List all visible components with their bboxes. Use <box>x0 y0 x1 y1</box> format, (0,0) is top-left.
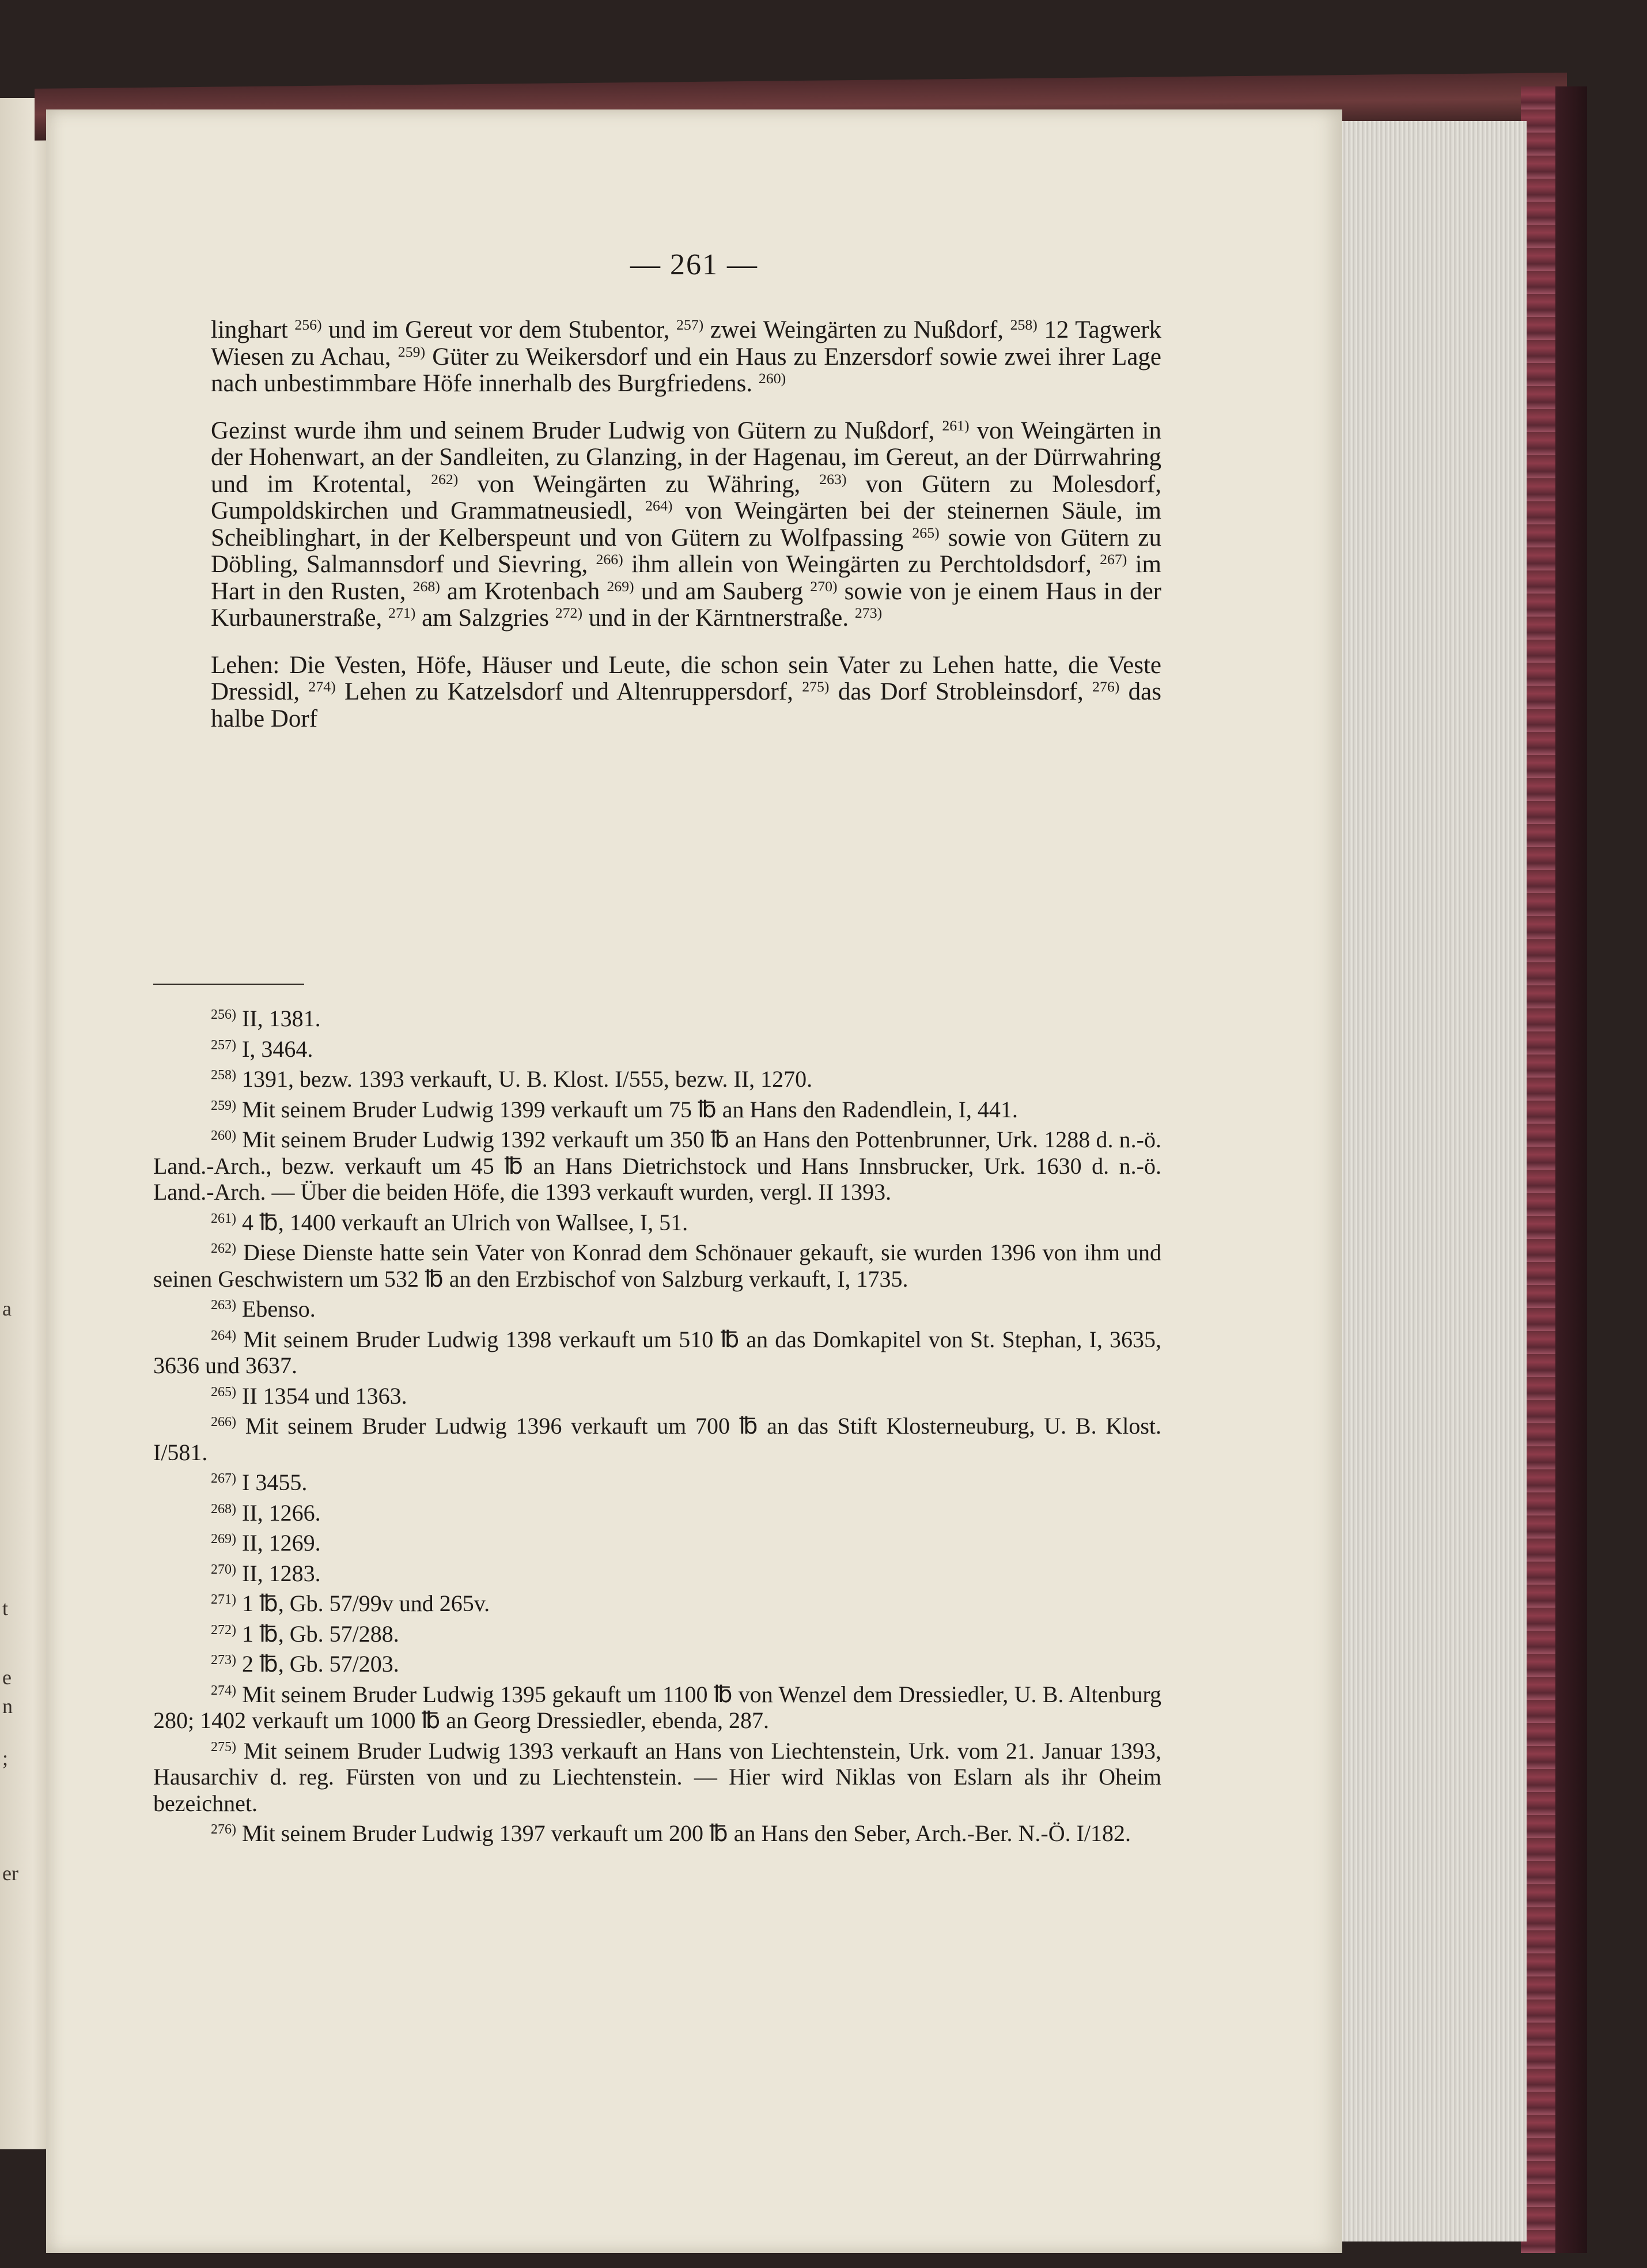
footnote-reference: 261) <box>942 417 970 434</box>
footnote <box>153 1560 1161 1587</box>
footnote-text: II, 1381. <box>236 1006 321 1031</box>
paragraph <box>211 317 1161 398</box>
footnote-text: II, 1269. <box>236 1530 321 1556</box>
footnote <box>153 1820 1161 1847</box>
footnote-number: 258) <box>211 1067 236 1083</box>
text-segment: das Dorf Strobleinsdorf, <box>829 678 1093 705</box>
footnote <box>153 1621 1161 1647</box>
footnote <box>153 1036 1161 1063</box>
book-spine-edge <box>1521 86 1587 2253</box>
text-segment: von Weingärten bei der steinernen Säule, im Scheiblinghart, in der Kelberspeunt und von Gütern zu Wolfpassing <box>211 497 1161 551</box>
footnote-number: 265) <box>211 1384 236 1400</box>
footnote-number: 273) <box>211 1652 236 1668</box>
footnote <box>153 1530 1161 1556</box>
paragraph <box>211 652 1161 733</box>
footnotes <box>153 1006 1161 1851</box>
text-segment: und am Sauberg <box>634 577 811 605</box>
footnote-number: 276) <box>211 1821 236 1837</box>
footnote-text: Mit seinem Bruder Ludwig 1396 verkauft um 700 ℔ an das Stift Klosterneuburg, U. B. Klost. I/581. <box>153 1413 1161 1465</box>
footnote <box>153 1097 1161 1123</box>
footnote <box>153 1738 1161 1817</box>
footnote-reference: 269) <box>607 577 634 595</box>
text-segment: von Gütern zu Molesdorf, Gumpoldskirchen und Grammatneusiedl, <box>211 470 1161 524</box>
footnote-text: II, 1283. <box>236 1560 321 1586</box>
footnote <box>153 1127 1161 1205</box>
footnote-number: 259) <box>211 1098 236 1113</box>
page-edges <box>1336 121 1527 2241</box>
footnote-text: 1 ℔, Gb. 57/288. <box>236 1620 399 1647</box>
text-segment: das halbe Dorf <box>211 678 1161 732</box>
footnote-reference: 264) <box>645 497 673 514</box>
footnote-text: Mit seinem Bruder Ludwig 1395 gekauft um 1100 ℔ von Wenzel dem Dressiedler, U. B. Altenburg 280; 1402 verkauft um 1000 ℔ an Georg Dressiedler, ebenda, 287. <box>153 1681 1161 1733</box>
footnote-reference: 257) <box>676 316 704 333</box>
footnote-number: 256) <box>211 1007 236 1022</box>
text-segment: am Krotenbach <box>440 577 607 605</box>
text-segment: 12 Tagwerk Wiesen zu Achau, <box>211 316 1162 371</box>
footnote <box>153 1590 1161 1617</box>
text-segment: zwei Weingärten zu Nußdorf, <box>703 316 1010 343</box>
footnote-text: 1391, bezw. 1393 verkauft, U. B. Klost. I/555, bezw. II, 1270. <box>236 1066 813 1092</box>
left-page-mark: er <box>2 1862 18 1885</box>
footnote <box>153 1239 1161 1292</box>
left-page-mark: t <box>2 1597 9 1620</box>
text-segment: Lehen: Die Vesten, Höfe, Häuser und Leute, die schon sein Vater zu Lehen hatte, die Veste Dressidl, <box>211 651 1161 705</box>
footnote-number: 270) <box>211 1562 236 1577</box>
footnote-text: I, 3464. <box>236 1035 313 1062</box>
footnote <box>153 1326 1161 1379</box>
text-segment: und in der Kärntnerstraße. <box>582 604 855 632</box>
footnote-number: 260) <box>211 1128 236 1143</box>
footnote-divider <box>153 984 304 985</box>
footnote-text: Mit seinem Bruder Ludwig 1398 verkauft um 510 ℔ an das Domkapitel von St. Stephan, I, 3635, 3636 und 3637. <box>153 1326 1161 1378</box>
footnote-text: Mit seinem Bruder Ludwig 1399 verkauft um 75 ℔ an Hans den Radendlein, I, 441. <box>236 1096 1018 1122</box>
footnote-number: 261) <box>211 1211 236 1226</box>
text-segment: und im Gereut vor dem Stubentor, <box>321 316 676 343</box>
footnote <box>153 1006 1161 1032</box>
footnote-text: 4 ℔, 1400 verkauft an Ulrich von Wallsee, I, 51. <box>236 1209 688 1235</box>
footnote-reference: 262) <box>431 470 459 487</box>
footnote-number: 267) <box>211 1471 236 1486</box>
footnote <box>153 1469 1161 1496</box>
text-segment: von Weingärten in der Hohenwart, an der Sandleiten, zu Glanzing, in der Hagenau, im Gereut, an der Dürrwahring und im Krotental, <box>211 417 1162 498</box>
footnote-text: I 3455. <box>236 1469 308 1495</box>
text-segment: Lehen zu Katzelsdorf und Altenruppersdorf, <box>335 678 802 705</box>
left-page-mark: n <box>2 1695 13 1718</box>
footnote-reference: 271) <box>388 604 416 621</box>
text-segment: am Salzgries <box>415 604 555 632</box>
footnote-text: II, 1266. <box>236 1499 321 1526</box>
footnote-reference: 273) <box>854 604 883 621</box>
footnote-text: Ebenso. <box>236 1296 316 1322</box>
footnote-text: Mit seinem Bruder Ludwig 1393 verkauft an Hans von Liechtenstein, Urk. vom 21. Januar 1393, Hausarchiv d. reg. Fürsten von und zu Liechtenstein. — Hier wird Niklas von Eslarn als ihr Oheim bezeichnet. <box>153 1737 1161 1816</box>
text-segment: sowie von Gütern zu Döbling, Salmannsdorf und Sievring, <box>211 524 1161 578</box>
footnote-number: 274) <box>211 1683 236 1698</box>
footnote <box>153 1209 1161 1236</box>
footnote-number: 266) <box>211 1414 236 1430</box>
footnote-reference: 258) <box>1010 316 1038 333</box>
footnote-number: 263) <box>211 1297 236 1313</box>
footnote-reference: 276) <box>1092 678 1120 695</box>
footnote-number: 275) <box>211 1739 236 1755</box>
footnote-text: Mit seinem Bruder Ludwig 1392 verkauft um 350 ℔ an Hans den Pottenbrunner, Urk. 1288 d. n.-ö. Land.-Arch., bezw. verkauft um 45 ℔ an Hans Dietrichstock und Hans Innsbrucker, Urk. 1630 d. n.-ö. Land.-Arch. — Über die beiden Höfe, die 1393 verkauft wurden, vergl. II 1393. <box>153 1127 1161 1205</box>
footnote <box>153 1681 1161 1734</box>
footnote <box>153 1500 1161 1526</box>
footnote <box>153 1383 1161 1409</box>
footnote-reference: 268) <box>412 577 440 595</box>
paragraph <box>211 418 1161 632</box>
footnote-number: 264) <box>211 1328 236 1343</box>
footnote-reference: 263) <box>819 470 847 487</box>
footnote-text: Diese Dienste hatte sein Vater von Konrad dem Schönauer gekauft, sie wurden 1396 von ihm und seinen Geschwistern um 532 ℔ an den Erzbischof von Salzburg verkauft, I, 1735. <box>153 1239 1161 1292</box>
footnote-number: 272) <box>211 1622 236 1638</box>
footnote <box>153 1296 1161 1322</box>
footnote-reference: 274) <box>308 678 336 695</box>
footnote-reference: 275) <box>802 678 830 695</box>
text-segment: im Hart in den Rusten, <box>211 551 1161 605</box>
footnote-reference: 266) <box>596 550 623 568</box>
footnote-reference: 260) <box>758 369 786 387</box>
footnote-reference: 265) <box>912 524 940 541</box>
footnote-reference: 259) <box>397 343 426 360</box>
footnote-reference: 267) <box>1100 550 1127 568</box>
text-segment: von Weingärten zu Währing, <box>458 470 820 498</box>
text-segment: Güter zu Weikersdorf und ein Haus zu Enzersdorf sowie zwei ihrer Lage nach unbestimmbare Höfe innerhalb des Burgfriedens. <box>211 343 1162 397</box>
page-number: — 261 — <box>630 248 758 281</box>
text-segment: ihm allein von Weingärten zu Perchtoldsdorf, <box>623 551 1100 578</box>
text-segment: Gezinst wurde ihm und seinem Bruder Ludwig von Gütern zu Nußdorf, <box>211 417 942 444</box>
book-page <box>46 109 1342 2253</box>
footnote-text: II 1354 und 1363. <box>236 1382 407 1409</box>
footnote <box>153 1066 1161 1093</box>
text-segment: linghart <box>211 316 295 343</box>
left-page-mark: ; <box>2 1747 9 1770</box>
footnote-number: 262) <box>211 1241 236 1256</box>
footnote-number: 268) <box>211 1501 236 1517</box>
footnote <box>153 1413 1161 1465</box>
main-text <box>211 317 1161 753</box>
footnote-reference: 270) <box>810 577 838 595</box>
footnote-reference: 272) <box>555 604 583 621</box>
footnote <box>153 1651 1161 1677</box>
footnote-reference: 256) <box>294 316 322 333</box>
footnote-number: 269) <box>211 1531 236 1547</box>
footnote-number: 257) <box>211 1037 236 1053</box>
left-page-mark: a <box>2 1297 12 1320</box>
footnote-text: Mit seinem Bruder Ludwig 1397 verkauft um 200 ℔ an Hans den Seber, Arch.-Ber. N.-Ö. I/182. <box>236 1820 1131 1846</box>
left-page-mark: e <box>2 1666 12 1689</box>
footnote-text: 1 ℔, Gb. 57/99v und 265v. <box>236 1590 490 1616</box>
text-segment: sowie von je einem Haus in der Kurbaunerstraße, <box>211 577 1161 632</box>
footnote-number: 271) <box>211 1592 236 1607</box>
footnote-text: 2 ℔, Gb. 57/203. <box>236 1651 399 1677</box>
